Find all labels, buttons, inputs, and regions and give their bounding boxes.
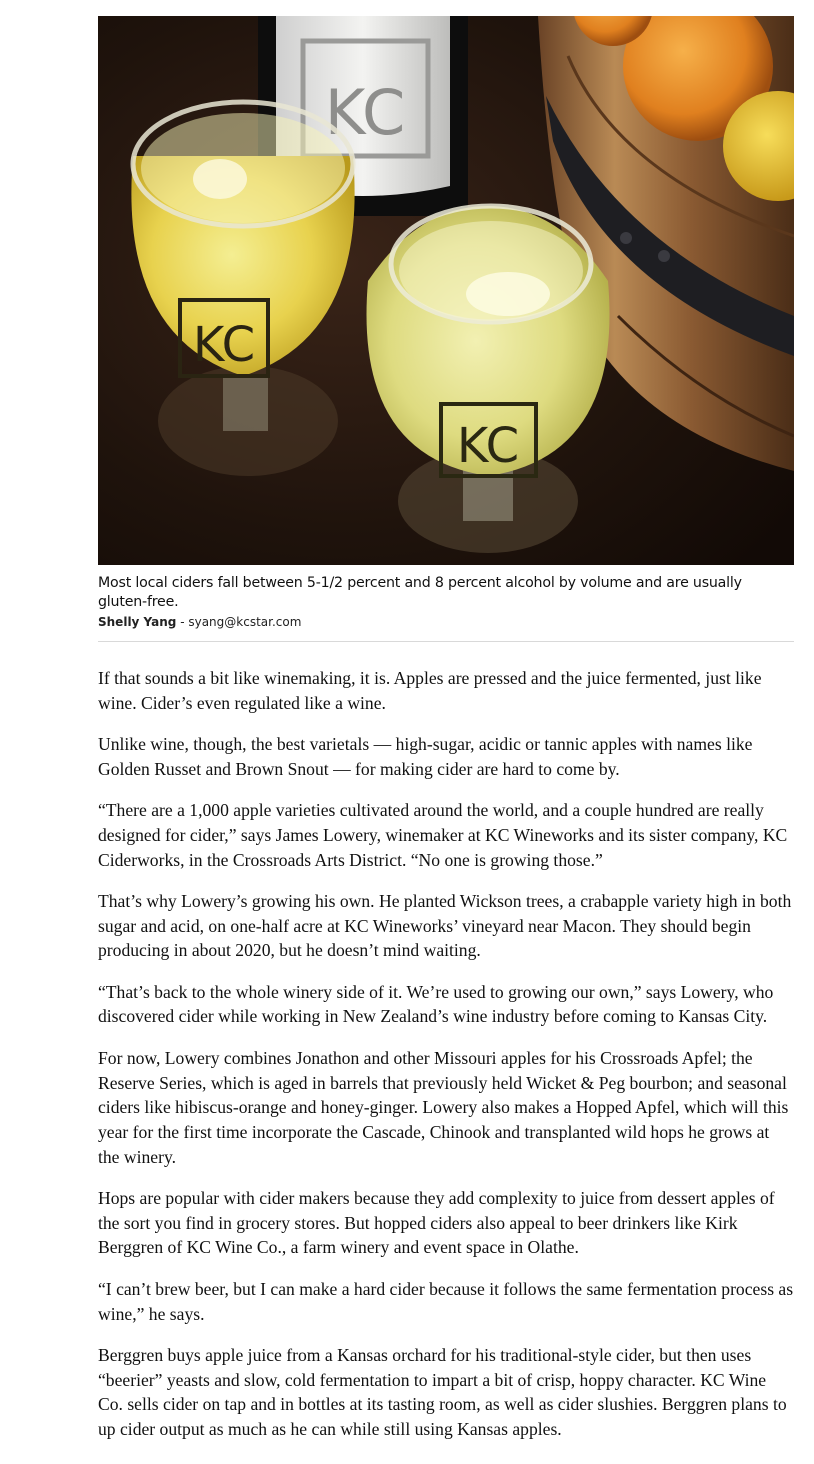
photo-caption-block bbox=[98, 574, 794, 631]
cider-glasses-photo[interactable] bbox=[98, 16, 794, 565]
photographer-name: Shelly Yang bbox=[98, 615, 177, 629]
paragraph: For now, Lowery combines Jonathon and other Missouri apples for his Crossroads Apfel; the Reserve Series, which is aged in barrels that previously held Wicket & Peg bourbon; and seasonal ciders like hibiscus-orange and honey-ginger. Lowery also makes a Hopped Apfel, which will this year for the first time incorporate the Cascade, Chinook and transplanted wild hops he grows at the winery. bbox=[98, 1047, 789, 1167]
article bbox=[98, 16, 794, 1458]
photo-figure bbox=[98, 16, 794, 631]
caption-divider bbox=[98, 641, 794, 642]
article-body bbox=[98, 666, 794, 1442]
paragraph: Berggren buys apple juice from a Kansas orchard for his traditional-style cider, but then uses “beerier” yeasts and slow, cold fermentation to impart a bit of crisp, hoppy character. KC Wine Co. sells cider on tap and in bottles at its tasting room, as well as cider slushies. Berggren plans to up cider output as much as he can while still using Kansas apples. bbox=[98, 1344, 787, 1440]
paragraph: “I can’t brew beer, but I can make a hard cider because it follows the same fermentation process as wine,” he says. bbox=[98, 1278, 794, 1324]
credit-separator: - bbox=[176, 615, 189, 629]
photo-credit bbox=[98, 614, 794, 631]
glass-a-logo-text: KC bbox=[192, 317, 256, 373]
paragraph: Hops are popular with cider makers because they add complexity to juice from dessert apples of the sort you find in grocery stores. But hopped ciders also appeal to beer drinkers like Kirk Berggren of KC Wine Co., a farm winery and event space in Olathe. bbox=[98, 1188, 775, 1258]
paragraph: Unlike wine, though, the best varietals — high-sugar, acidic or tannic apples with names like Golden Russet and Brown Snout — for making cider are hard to come by. bbox=[98, 734, 753, 779]
paragraph: That’s why Lowery’s growing his own. He planted Wickson trees, a crabapple variety high in both sugar and acid, on one-half acre at KC Wineworks’ vineyard near Macon. They should begin producing in about 2020, but he doesn’t mind waiting. bbox=[98, 890, 792, 961]
photographer-email[interactable]: syang@kcstar.com bbox=[188, 615, 302, 629]
photo-illustration bbox=[98, 16, 794, 565]
bottle-logo-text: KC bbox=[324, 76, 406, 149]
paragraph: “There are a 1,000 apple varieties cultivated around the world, and a couple hundred are really designed for cider,” says James Lowery, winemaker at KC Wineworks and its sister company, KC Ciderworks, in the Crossroads Arts District. “No one is growing those.” bbox=[98, 800, 788, 870]
paragraph: “That’s back to the whole winery side of it. We’re used to growing our own,” says Lowery, who discovered cider while working in New Zealand’s wine industry before coming to Kansas City. bbox=[98, 981, 774, 1027]
photo-caption: Most local ciders fall between 5-1/2 percent and 8 percent alcohol by volume and are usually gluten-free. bbox=[98, 575, 742, 610]
glass-b-logo-text: KC bbox=[456, 418, 520, 474]
paragraph: If that sounds a bit like winemaking, it is. Apples are pressed and the juice fermented, just like wine. Cider’s even regulated like a wine. bbox=[98, 668, 762, 713]
